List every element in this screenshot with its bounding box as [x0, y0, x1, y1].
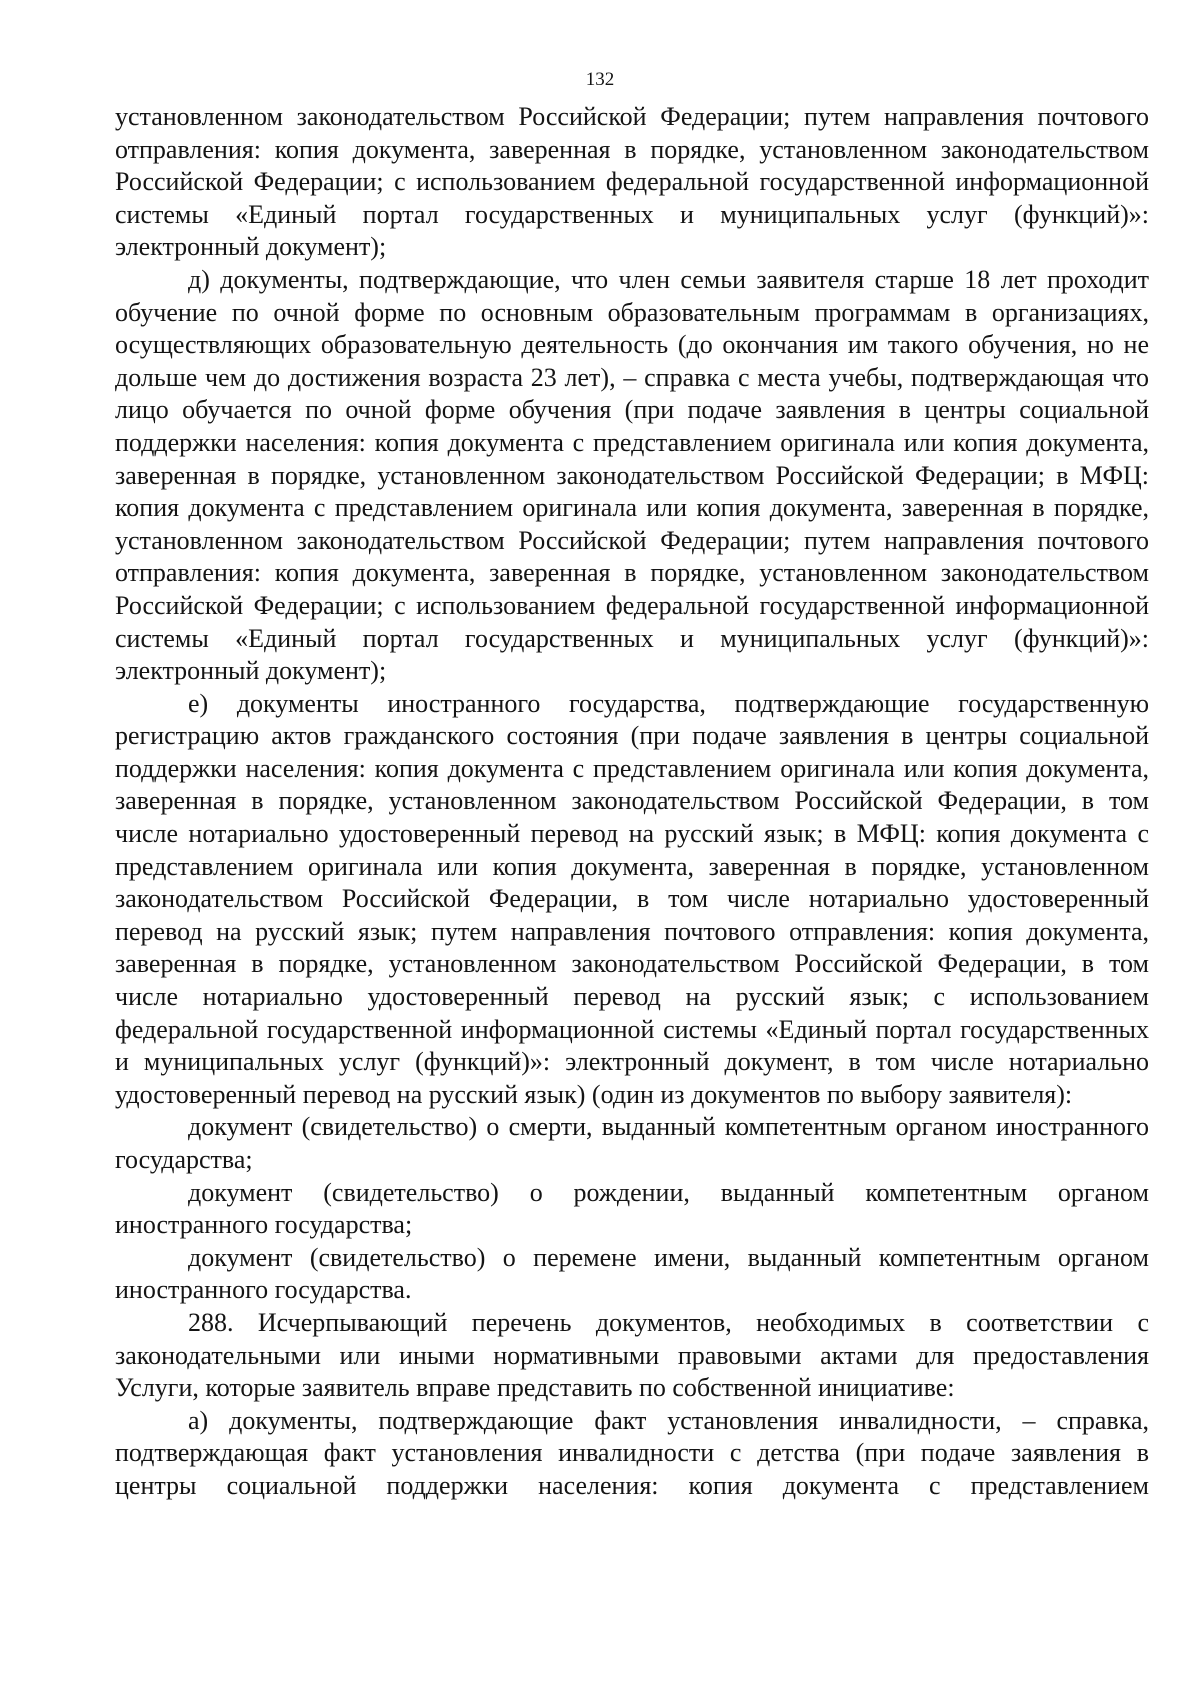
page-number: 132 [585, 69, 615, 90]
paragraph-item-a: а) документы, подтверждающие факт установления инвалидности, – справка, подтверждающая факт установления инвалидности с детства (при подаче заявления в центры социальной поддержки населения: копия документа с представлением [115, 1405, 1149, 1500]
document-body [115, 101, 1149, 1503]
paragraph-item-d: д) документы, подтверждающие, что член семьи заявителя старше 18 лет проходит обучение по очной форме по основным образовательным программам в организациях, осуществляющих образовательную деятельность (до окончания им такого обучения, но не дольше чем до достижения возраста 23 лет), – справка с места учебы, подтверждающая что лицо обучается по очной форме обучения (при подаче заявления в центры социальной поддержки населения: копия документа с представлением оригинала или копия документа, заверенная в порядке, установленном законодательством Российской Федерации; в МФЦ: копия документа с представлением оригинала или копия документа, заверенная в порядке, установленном законодательством Российской Федерации; путем направления почтового отправления: копия документа, заверенная в порядке, установленном законодательством Российской Федерации; с использованием федеральной государственной информационной системы «Единый портал государственных и муниципальных услуг (функций)»: электронный документ); [115, 264, 1149, 686]
paragraph-288: 288. Исчерпывающий перечень документов, необходимых в соответствии с законодательными или иными нормативными правовыми актами для предоставления Услуги, которые заявитель вправе представить по собственной инициативе: [115, 1307, 1149, 1403]
list-item-death-certificate: документ (свидетельство) о смерти, выданный компетентным органом иностранного государства; [115, 1112, 1149, 1174]
paragraph-item-e: е) документы иностранного государства, подтверждающие государственную регистрацию актов гражданского состояния (при подаче заявления в центры социальной поддержки населения: копия документа с представлением оригинала или копия документа, заверенная в порядке, установленном законодательством Российской Федерации, в том числе нотариально удостоверенный перевод на русский язык; в МФЦ: копия документа с представлением оригинала или копия документа, заверенная в порядке, установленном законодательством Российской Федерации, в том числе нотариально удостоверенный перевод на русский язык; путем направления почтового отправления: копия документа, заверенная в порядке, установленном законодательством Российской Федерации, в том числе нотариально удостоверенный перевод на русский язык; с использованием федеральной государственной информационной системы «Единый портал государственных и муниципальных услуг (функций)»: электронный документ, в том числе нотариально удостоверенный перевод на русский язык) (один из документов по выбору заявителя): [115, 688, 1149, 1109]
list-item-name-change-certificate: документ (свидетельство) о перемене имени, выданный компетентным органом иностранного государства. [115, 1242, 1149, 1305]
paragraph-continuation: установленном законодательством Российской Федерации; путем направления почтового отправления: копия документа, заверенная в порядке, установленном законодательством Российской Федерации; с использованием федеральной государственной информационной системы «Единый портал государственных и муниципальных услуг (функций)»: электронный документ); [115, 102, 1149, 262]
list-item-birth-certificate: документ (свидетельство) о рождении, выданный компетентным органом иностранного государства; [115, 1177, 1149, 1240]
